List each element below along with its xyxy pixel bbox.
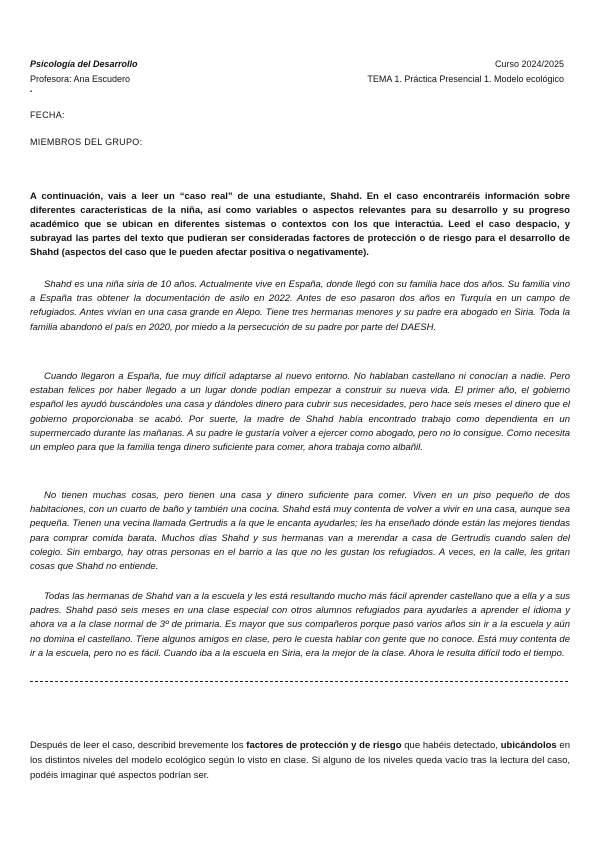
course-name: Psicología del Desarrollo <box>30 59 138 69</box>
task-text-3: en los distintos niveles del modelo ecológico según lo visto en clase. Si alguno de los niveles queda vacío tras la lectura del caso, podéis imaginar qué aspectos podrían ser. <box>30 740 570 781</box>
case-paragraph: Todas las hermanas de Shahd van a la escuela y les está resultando mucho más fácil aprender castellano que a ella y a sus padres. Shahd pasó seis meses en una clase especial con otros alumnos refugiados para ayudarles a aprender el idioma y ahora va a la clase normal de 3º de primaria. Es mayor que sus compañeros porque pasó varios años sin ir a la escuela y aún no domina el castellano. Tiene algunos amigos en clase, pero le cuesta hablar con gente que no conoce. Está muy contenta de ir a la escuela, pero no es fácil. Cuando iba a la escuela en Siria, era la mejor de la clase. Ahora le resulta difícil todo el tiempo. <box>30 591 570 659</box>
task-text-1: Después de leer el caso, describid brevemente los <box>30 740 247 751</box>
miembros-label: MIEMBROS DEL GRUPO: <box>30 137 143 147</box>
fecha-label: FECHA: <box>30 110 65 120</box>
bullet-mark-icon: ▪ <box>30 89 33 95</box>
case-paragraph: Shahd es una niña siria de 10 años. Actualmente vive en España, donde llegó con su familia hace dos años. Su familia vino a España tras obtener la documentación de asilo en 2022. Antes de eso pasaron dos años en Turquía en un campo de refugiados. Antes vivían en una casa grande en Alepo. Tiene tres hermanas menores y su padre era abogado en Siria. Toda la familia abandonó el país en 2020, por miedo a la persecución de su padre por parte del DAESH. <box>30 279 570 333</box>
dashed-separator <box>30 681 568 682</box>
teacher-name: Profesora: Ana Escudero <box>30 74 131 84</box>
case-paragraph: Cuando llegaron a España, fue muy difícil adaptarse al nuevo entorno. No hablaban castellano ni conocían a nadie. Pero estaban felices por haber llegado a un lugar donde podían empezar a construir su nueva vida. El primer año, el gobierno español les ayudó buscándoles una casa y dándoles dinero para cubrir sus necesidades, pero hace seis meses el dinero que el gobierno proporcionaba se acabó. Por suerte, la madre de Shahd había encontrado trabajo como dependienta en un supermercado durante las mañanas. A su padre le gustaría volver a ejercer como abogado, pero no lo consigue. Como necesita un empleo para que la familia tenga dinero suficiente para comer, ahora trabaja como albañil. <box>30 371 570 454</box>
course-year: Curso 2024/2025 <box>494 59 564 69</box>
practice-topic: TEMA 1. Práctica Presencial 1. Modelo ecológico <box>367 74 564 84</box>
task-bold-1: factores de protección y de riesgo <box>246 740 402 751</box>
task-text-2: que habéis detectado, <box>401 740 501 751</box>
task-bold-2: ubicándolos <box>500 740 557 751</box>
intro-instructions: A continuación, vais a leer un “caso real” de una estudiante, Shahd. En el caso encontraréis información sobre diferentes características de la niña, así como variables o aspectos relevantes para su desarrollo y su progreso académico que se ubican en diferentes sistemas o contextos con los que interactúa. Leed el caso despacio, y subrayad las partes del texto que pudieran ser consideradas factores de protección o de riesgo para el desarrollo de Shahd (aspectos del caso que le pueden afectar positiva o negativamente). <box>30 191 570 258</box>
task-instructions <box>30 738 570 783</box>
case-paragraph: No tienen muchas cosas, pero tienen una casa y dinero suficiente para comer. Viven en un piso pequeño de dos habitaciones, con un cuarto de baño y también una cocina. Shahd está muy contenta de volver a vivir en una casa, aunque sea pequeña. Tienen una vecina llamada Gertrudis a la que le encanta ayudarles; les ha enseñado dónde están las mejores tiendas para comprar comida barata. Muchos días Shahd y sus hermanas van a merendar a casa de Gertrudis cuando salen del colegio. Sin embargo, hay otras personas en el barrio a las que no les gustan los refugiados. A veces, en la calle, les gritan cosas que Shahd no entiende. <box>30 490 570 573</box>
